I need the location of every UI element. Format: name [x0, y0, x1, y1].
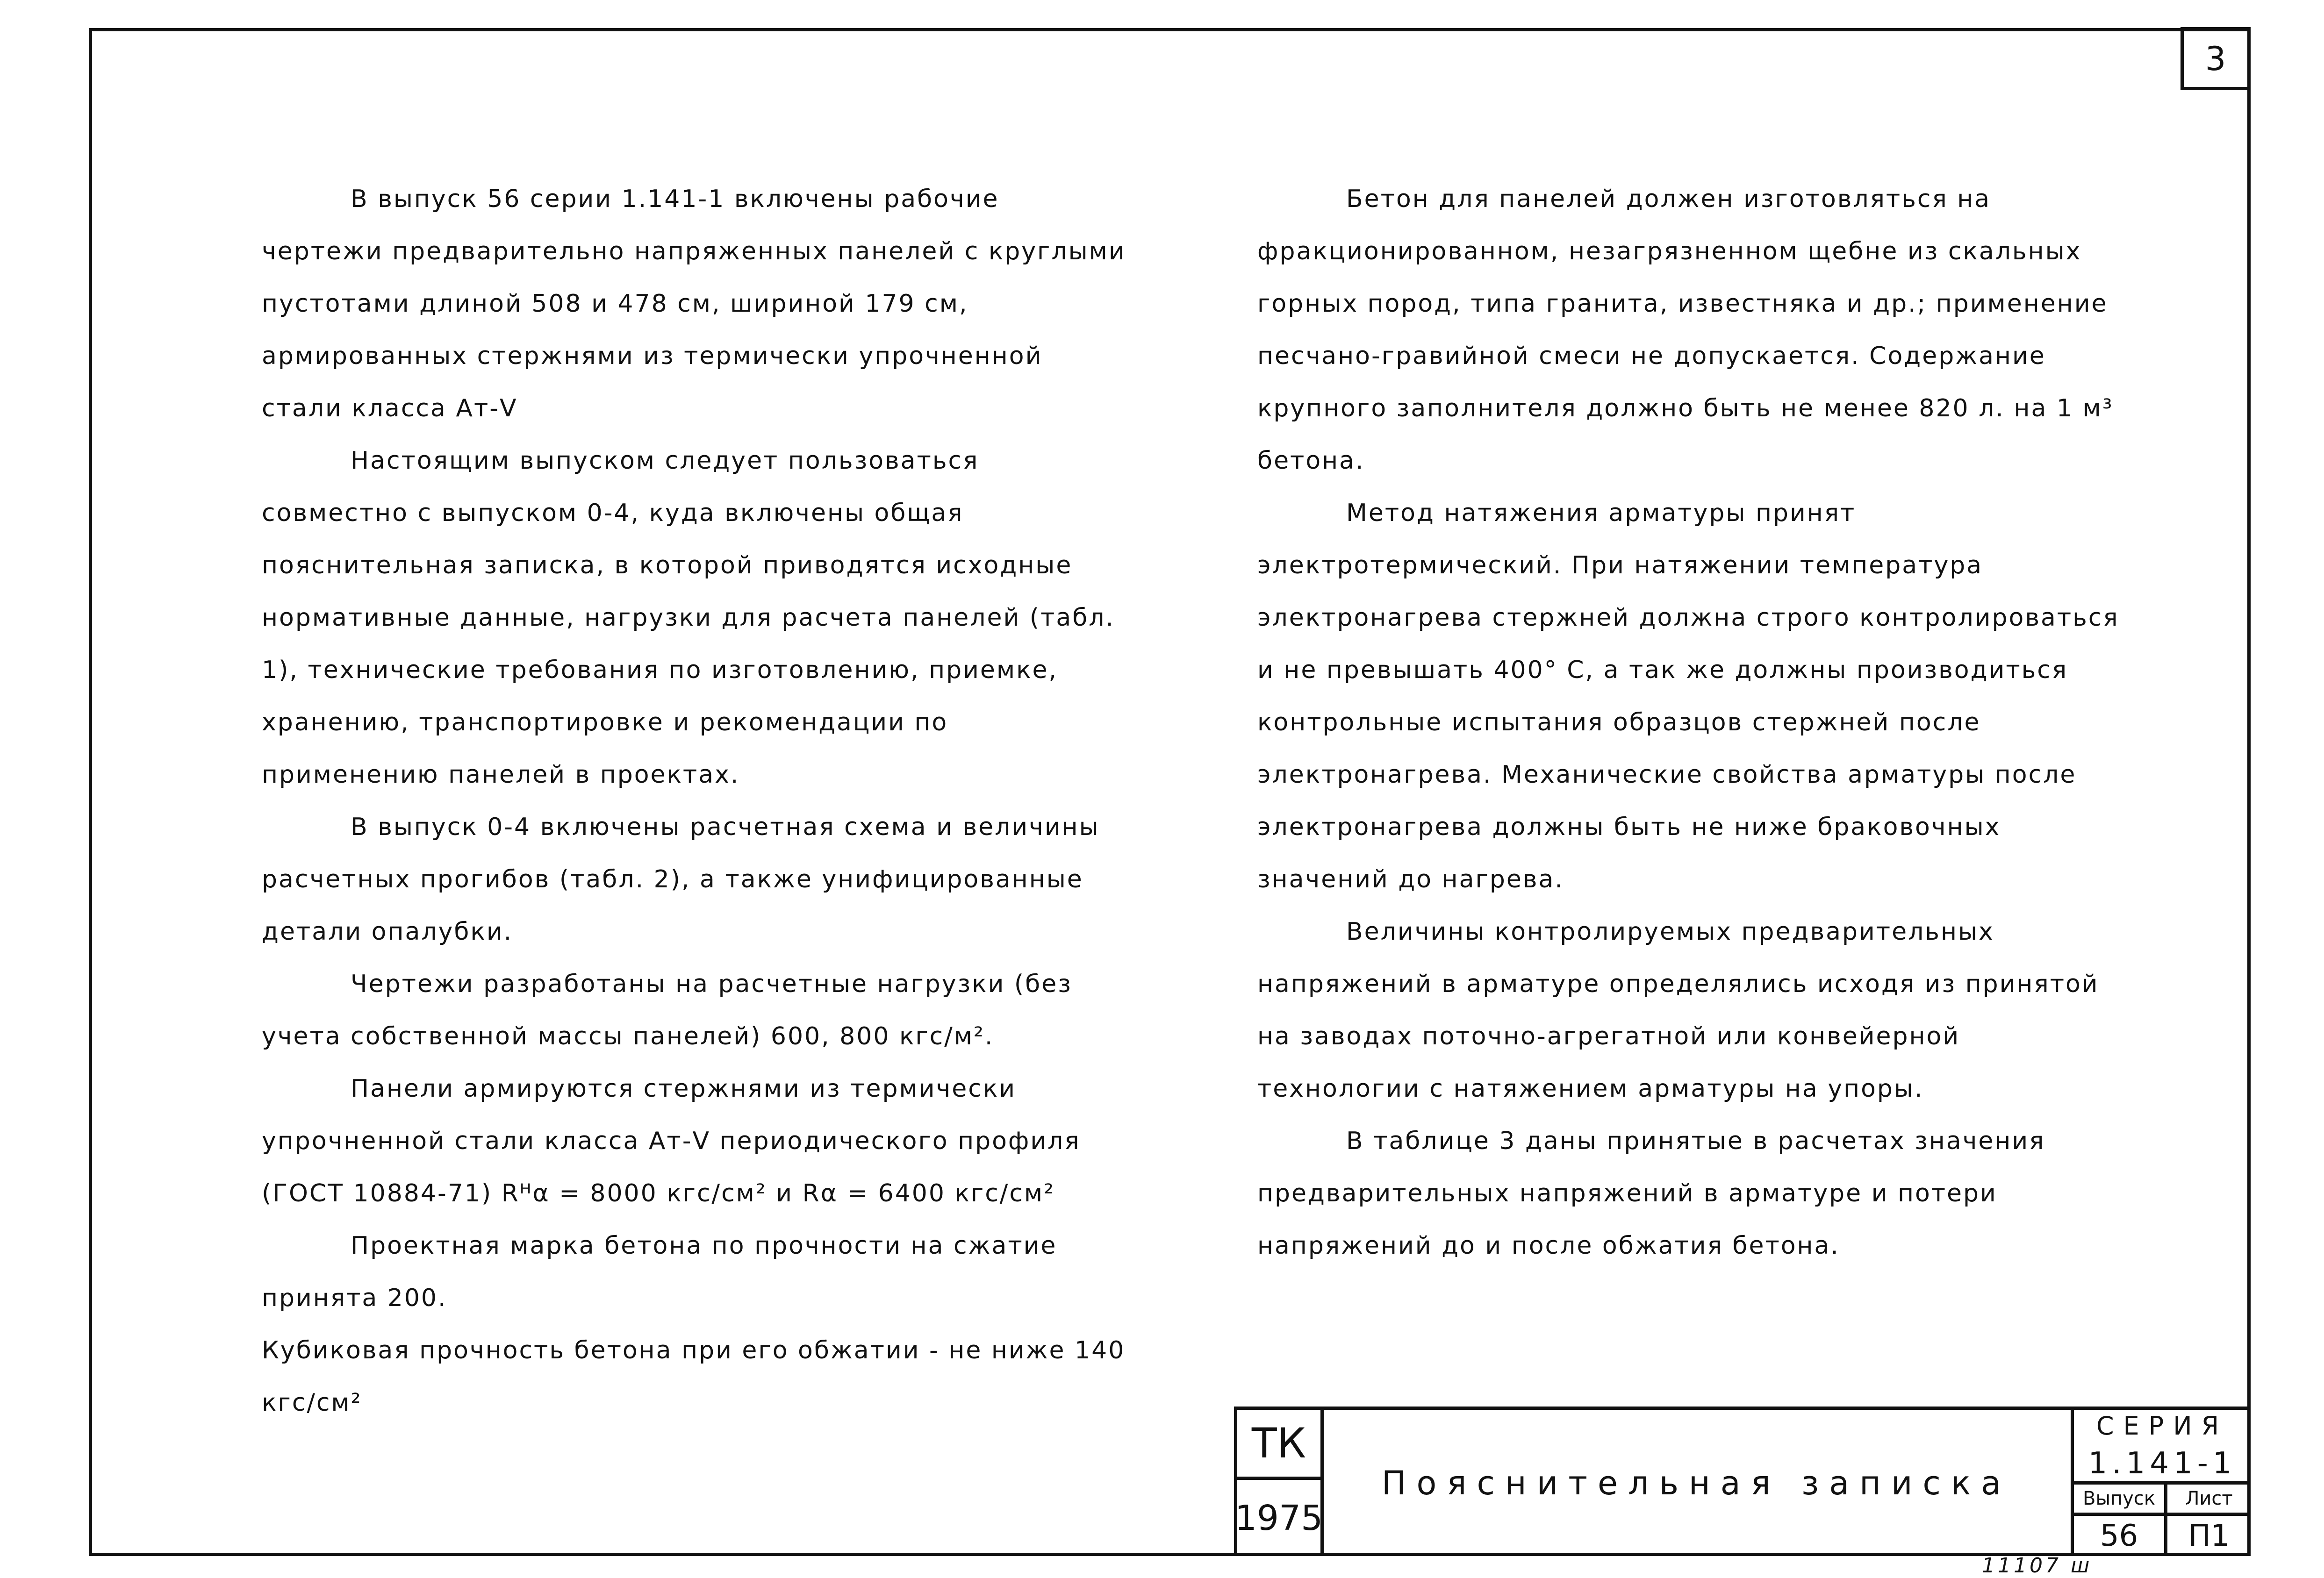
paragraph: Величины контролируемых предварительных напряжений в арматуре определялись исходя из принятой на заводах поточно-агрегатной или конвейерной технологии с натяжением арматуры на упоры. — [1257, 918, 2099, 1103]
paragraph: Чертежи разработаны на расчетные нагрузки (без учета собственной массы панелей) 600, 800 кгс/м². — [262, 970, 1072, 1050]
issue-label: Выпуск — [2074, 1485, 2164, 1516]
paragraph: Настоящим выпуском следует пользоваться совместно с выпуском 0-4, куда включены общая пояснительная записка, в которой приводятся исходные нормативные данные, нагрузки для расчета панелей (табл. 1), технические требования по изготовлению, приемке, хранению, транспортировке и рекомендации по применению панелей в проектах. — [262, 447, 1115, 789]
series-number: 1.141-1 — [2074, 1442, 2251, 1485]
paragraph: В таблице 3 даны принятые в расчетах значения предварительных напряжений в арматуре и потери напряжений до и после обжатия бетона. — [1257, 1127, 2045, 1260]
paragraph: Кубиковая прочность бетона при его обжатии - не ниже 140 кгс/см² — [262, 1336, 1126, 1417]
series-label: СЕРИЯ — [2096, 1411, 2229, 1441]
title-block-org — [1234, 1410, 1324, 1556]
year: 1975 — [1234, 1498, 1323, 1538]
sheet-cell — [2167, 1485, 2251, 1556]
paragraph: В выпуск 56 серии 1.141-1 включены рабочие чертежи предварительно напряженных панелей с круглыми пустотами длиной 508 и 478 см, шириной 179 см, армированных стержнями из термически упрочненной стали класса Ат-V — [262, 185, 1126, 422]
paragraph: В выпуск 0-4 включены расчетная схема и величины расчетных прогибов (табл. 2), а также унифицированные детали опалубки. — [262, 813, 1100, 946]
org-code: ТК — [1237, 1410, 1320, 1480]
paragraph: Бетон для панелей должен изготовляться на фракционированном, незагрязненном щебне из скальных горных пород, типа гранита, известняка и др.; применение песчано-гравийной смеси не допускается. Содержание крупного заполнителя должно быть не менее 820 л. на 1 м³ бетона. — [1257, 185, 2114, 475]
left-text-column — [262, 173, 1126, 1429]
paragraph: Метод натяжения арматуры принят электротермический. При натяжении температура электронагрева стержней должна строго контролироваться и не превышать 400° С, а так же должны производиться контрольные испытания образцов стержней после электронагрева. Механические свойства арматуры после электронагрева должны быть не ниже браковочных значений до нагрева. — [1257, 499, 2119, 893]
title-block-series — [2071, 1410, 2251, 1556]
sheet-label: Лист — [2167, 1485, 2251, 1516]
document-title: Пояснительная записка — [1381, 1464, 2012, 1502]
issue-value: 56 — [2100, 1519, 2138, 1553]
archive-stamp: 11107 ш — [1982, 1554, 2093, 1578]
sheet-number: 3 — [2181, 27, 2251, 90]
sheet-value: П1 — [2188, 1519, 2230, 1553]
title-block — [1234, 1407, 2251, 1556]
right-text-column — [1257, 173, 2122, 1272]
issue-cell — [2074, 1485, 2167, 1556]
paragraph: Панели армируются стержнями из термически упрочненной стали класса Ат-V периодического профиля (ГОСТ 10884-71) Rᴴα = 8000 кгс/см² и Rα = 6400 кгс/см² — [262, 1075, 1081, 1207]
paragraph: Проектная марка бетона по прочности на сжатие принята 200. — [262, 1232, 1057, 1312]
